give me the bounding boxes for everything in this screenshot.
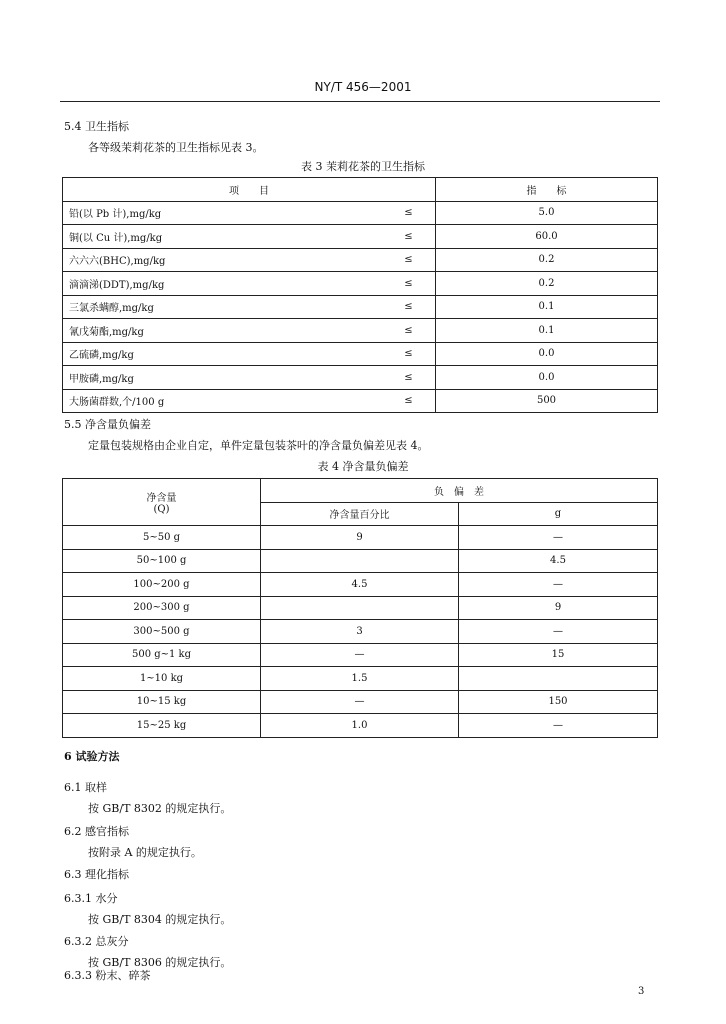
table4-caption: 表 4 净含量负偏差 bbox=[317, 460, 409, 473]
le-cell: ≤ bbox=[382, 366, 436, 390]
item-cell: 甲胺磷,mg/kg bbox=[63, 366, 382, 390]
table-row bbox=[63, 690, 658, 714]
quantity-cell: 5~50 g bbox=[63, 526, 261, 550]
value-cell: 5.0 bbox=[436, 201, 658, 225]
le-cell: ≤ bbox=[382, 272, 436, 296]
section-5-4-title: 5.4 卫生指标 bbox=[64, 120, 129, 133]
item-cell: 滴滴涕(DDT),mg/kg bbox=[63, 272, 382, 296]
le-cell: ≤ bbox=[382, 295, 436, 319]
percent-cell: 3 bbox=[261, 620, 459, 644]
section-5-5-text: 定量包装规格由企业自定，单件定量包装茶叶的净含量负偏差见表 4。 bbox=[88, 439, 429, 452]
value-cell: 60.0 bbox=[436, 225, 658, 249]
value-cell: 0.0 bbox=[436, 342, 658, 366]
subsection-title: 6.3 理化指标 bbox=[64, 868, 129, 881]
subsection-title: 6.3.1 水分 bbox=[64, 892, 118, 905]
subsection-title: 6.3.2 总灰分 bbox=[64, 935, 129, 948]
table-row bbox=[63, 643, 658, 667]
value-cell: 500 bbox=[436, 389, 658, 413]
le-cell: ≤ bbox=[382, 342, 436, 366]
table-row bbox=[63, 272, 658, 296]
section-6-title: 6 试验方法 bbox=[64, 750, 120, 763]
quantity-cell: 300~500 g bbox=[63, 620, 261, 644]
percent-cell: — bbox=[261, 643, 459, 667]
grams-cell bbox=[459, 667, 658, 691]
grams-cell: 15 bbox=[459, 643, 658, 667]
subsection-text: 按 GB/T 8306 的规定执行。 bbox=[88, 956, 232, 969]
table3-header-value: 指 标 bbox=[436, 178, 658, 202]
item-cell: 乙硫磷,mg/kg bbox=[63, 342, 382, 366]
table-row bbox=[63, 526, 658, 550]
value-cell: 0.1 bbox=[436, 295, 658, 319]
page-number: 3 bbox=[638, 986, 645, 997]
value-cell: 0.0 bbox=[436, 366, 658, 390]
table3-caption: 表 3 茉莉花茶的卫生指标 bbox=[301, 160, 425, 173]
item-cell: 六六六(BHC),mg/kg bbox=[63, 248, 382, 272]
table4-header-q bbox=[63, 479, 261, 526]
grams-cell: 9 bbox=[459, 596, 658, 620]
table-row bbox=[63, 549, 658, 573]
subsection-title: 6.2 感官指标 bbox=[64, 825, 129, 838]
table-row bbox=[63, 573, 658, 597]
subsection-text: 按 GB/T 8304 的规定执行。 bbox=[88, 913, 232, 926]
table4-header-dev: 负 偏 差 bbox=[261, 479, 658, 503]
grams-cell: — bbox=[459, 573, 658, 597]
table-row bbox=[63, 620, 658, 644]
le-cell: ≤ bbox=[382, 389, 436, 413]
table4-header-pct: 净含量百分比 bbox=[261, 502, 459, 526]
table-row bbox=[63, 201, 658, 225]
quantity-cell: 50~100 g bbox=[63, 549, 261, 573]
table-row bbox=[63, 389, 658, 413]
grams-cell: — bbox=[459, 714, 658, 738]
item-cell: 氰戊菊酯,mg/kg bbox=[63, 319, 382, 343]
table-4 bbox=[62, 478, 658, 738]
quantity-cell: 500 g~1 kg bbox=[63, 643, 261, 667]
header-q-line1: 净含量 bbox=[146, 493, 177, 504]
table-row bbox=[63, 342, 658, 366]
table-row bbox=[63, 319, 658, 343]
grams-cell: 4.5 bbox=[459, 549, 658, 573]
quantity-cell: 15~25 kg bbox=[63, 714, 261, 738]
percent-cell: 9 bbox=[261, 526, 459, 550]
table-row bbox=[63, 596, 658, 620]
grams-cell: — bbox=[459, 526, 658, 550]
item-cell: 三氯杀螨醇,mg/kg bbox=[63, 295, 382, 319]
table-row bbox=[63, 248, 658, 272]
page-header: NY/T 456—2001 bbox=[314, 80, 412, 94]
subsection-title: 6.1 取样 bbox=[64, 781, 107, 794]
section-5-4-text: 各等级茉莉花茶的卫生指标见表 3。 bbox=[88, 141, 264, 154]
value-cell: 0.2 bbox=[436, 272, 658, 296]
percent-cell: 4.5 bbox=[261, 573, 459, 597]
le-cell: ≤ bbox=[382, 248, 436, 272]
le-cell: ≤ bbox=[382, 201, 436, 225]
table-row bbox=[63, 366, 658, 390]
percent-cell: 1.0 bbox=[261, 714, 459, 738]
le-cell: ≤ bbox=[382, 225, 436, 249]
quantity-cell: 10~15 kg bbox=[63, 690, 261, 714]
section-5-5-title: 5.5 净含量负偏差 bbox=[64, 418, 151, 431]
item-cell: 铜(以 Cu 计),mg/kg bbox=[63, 225, 382, 249]
percent-cell bbox=[261, 596, 459, 620]
table-row bbox=[63, 667, 658, 691]
subsection-text: 按 GB/T 8302 的规定执行。 bbox=[88, 802, 232, 815]
percent-cell bbox=[261, 549, 459, 573]
subsection-text: 按附录 A 的规定执行。 bbox=[88, 846, 202, 859]
quantity-cell: 200~300 g bbox=[63, 596, 261, 620]
item-cell: 大肠菌群数,个/100 g bbox=[63, 389, 382, 413]
percent-cell: — bbox=[261, 690, 459, 714]
grams-cell: 150 bbox=[459, 690, 658, 714]
header-q-line2: (Q) bbox=[153, 504, 170, 515]
table-3 bbox=[62, 177, 658, 413]
subsection-title: 6.3.3 粉末、碎茶 bbox=[64, 969, 151, 982]
table3-header-item: 项 目 bbox=[63, 178, 436, 202]
header-rule bbox=[60, 101, 660, 102]
table-row bbox=[63, 295, 658, 319]
value-cell: 0.1 bbox=[436, 319, 658, 343]
grams-cell: — bbox=[459, 620, 658, 644]
percent-cell: 1.5 bbox=[261, 667, 459, 691]
table-row bbox=[63, 225, 658, 249]
value-cell: 0.2 bbox=[436, 248, 658, 272]
table4-header-g: g bbox=[459, 502, 658, 526]
quantity-cell: 1~10 kg bbox=[63, 667, 261, 691]
table-row bbox=[63, 714, 658, 738]
item-cell: 铅(以 Pb 计),mg/kg bbox=[63, 201, 382, 225]
le-cell: ≤ bbox=[382, 319, 436, 343]
quantity-cell: 100~200 g bbox=[63, 573, 261, 597]
